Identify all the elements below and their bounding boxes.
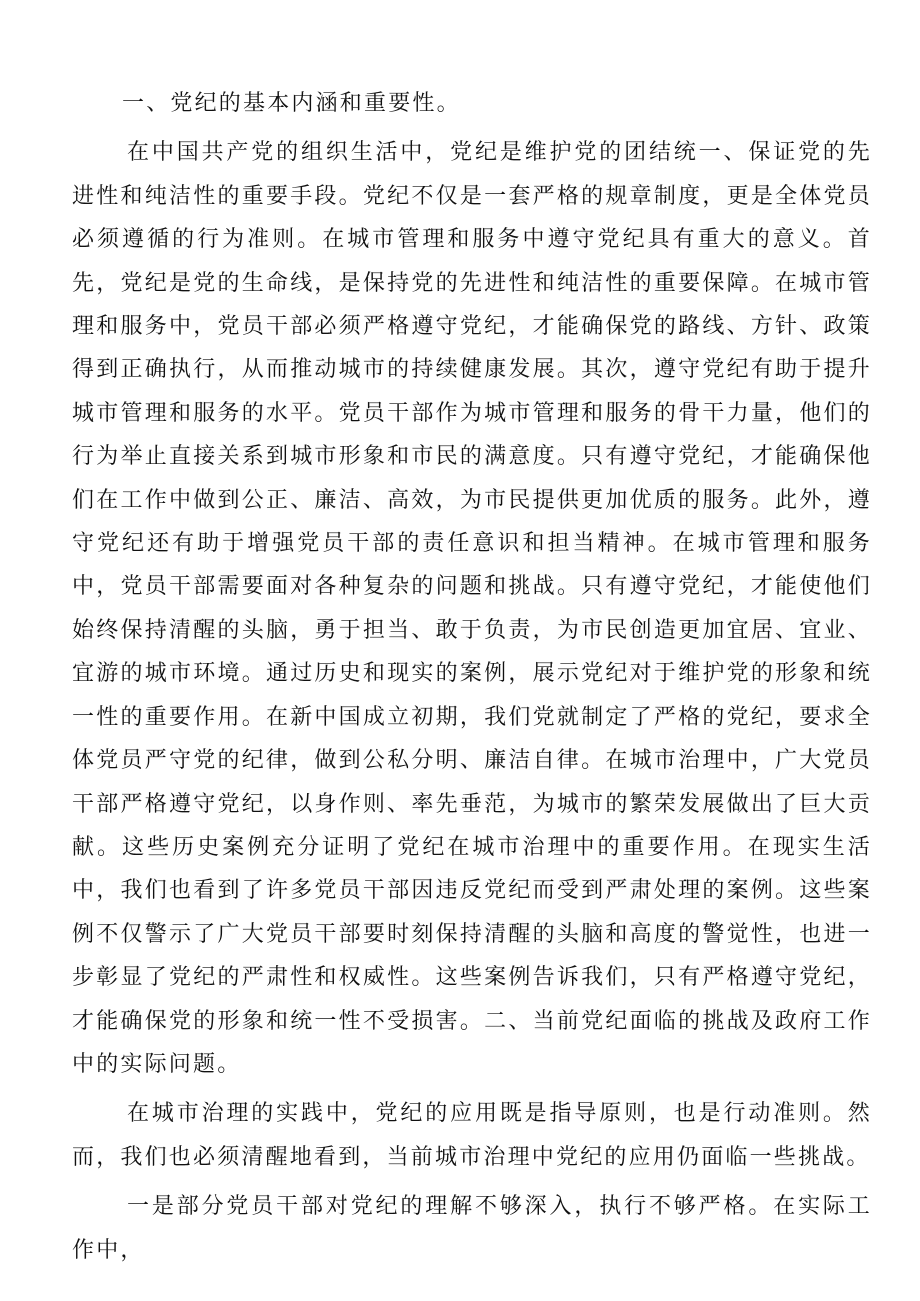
body-paragraph-1: 在中国共产党的组织生活中，党纪是维护党的团结统一、保证党的先进性和纯洁性的重要手段。党纪不仅是一套严格的规章制度，更是全体党员必须遵循的行为准则。在城市管理和服务中遵守党纪具有重大的意义。首先，党纪是党的生命线，是保持党的先进性和纯洁性的重要保障。在城市管理和服务中，党员干部必须严格遵守党纪，才能确保党的路线、方针、政策得到正确执行，从而推动城市的持续健康发展。其次，遵守党纪有助于提升城市管理和服务的水平。党员干部作为城市管理和服务的骨干力量，他们的行为举止直接关系到城市形象和市民的满意度。只有遵守党纪，才能确保他们在工作中做到公正、廉洁、高效，为市民提供更加优质的服务。此外，遵守党纪还有助于增强党员干部的责任意识和担当精神。在城市管理和服务中，党员干部需要面对各种复杂的问题和挑战。只有遵守党纪，才能使他们始终保持清醒的头脑，勇于担当、敢于负责，为市民创造更加宜居、宜业、宜游的城市环境。通过历史和现实的案例，展示党纪对于维护党的形象和统一性的重要作用。在新中国成立初期，我们党就制定了严格的党纪，要求全体党员严守党的纪律，做到公私分明、廉洁自律。在城市治理中，广大党员干部严格遵守党纪，以身作则、率先垂范，为城市的繁荣发展做出了巨大贡献。这些历史案例充分证明了党纪在城市治理中的重要作用。在现实生活中，我们也看到了许多党员干部因违反党纪而受到严肃处理的案例。这些案例不仅警示了广大党员干部要时刻保持清醒的头脑和高度的警觉性，也进一步彰显了党纪的严肃性和权威性。这些案例告诉我们，只有严格遵守党纪，才能确保党的形象和统一性不受损害。二、当前党纪面临的挑战及政府工作中的实际问题。 xyxy=(72,140,872,1077)
body-paragraph-2: 在城市治理的实践中，党纪的应用既是指导原则，也是行动准则。然而，我们也必须清醒地看到，当前城市治理中党纪的应用仍面临一些挑战。 xyxy=(72,1101,872,1170)
body-paragraph-3: 一是部分党员干部对党纪的理解不够深入，执行不够严格。在实际工作中， xyxy=(72,1194,872,1263)
section-heading: 一、党纪的基本内涵和重要性。 xyxy=(122,91,461,116)
document-page xyxy=(72,82,872,1272)
